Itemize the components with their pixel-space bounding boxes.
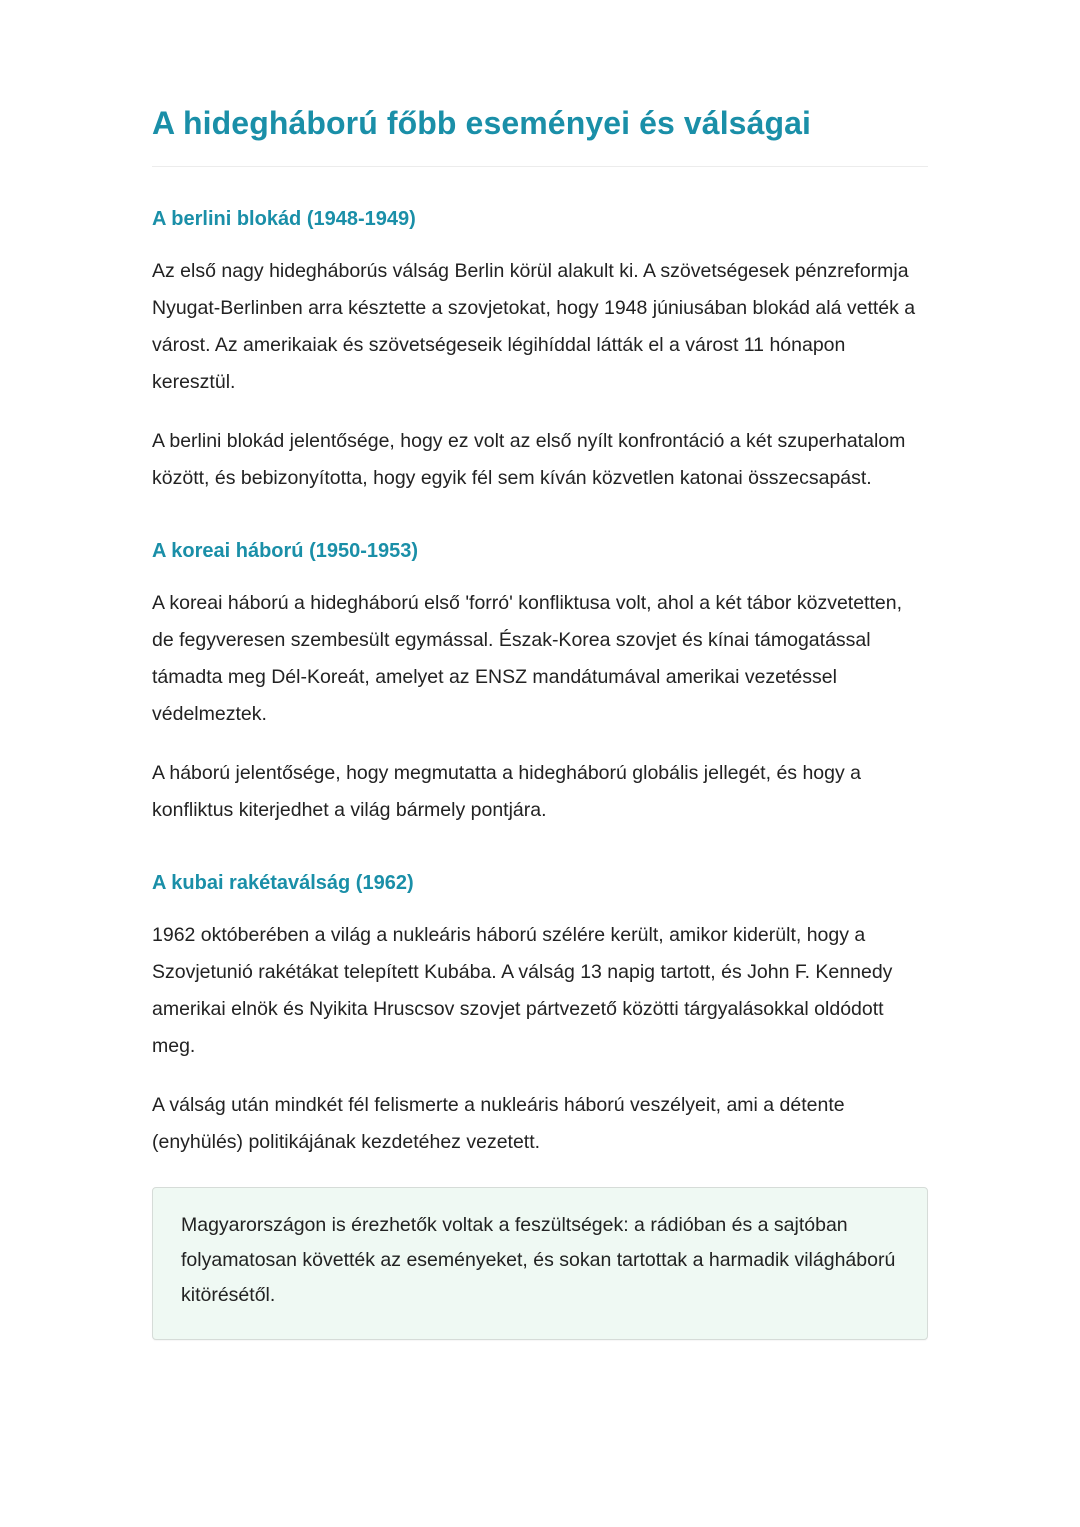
section-korean-war xyxy=(152,537,928,829)
callout-box xyxy=(152,1187,928,1340)
paragraph: 1962 októberében a világ a nukleáris háború szélére került, amikor kiderült, hogy a Szovjetunió rakétákat telepített Kubába. A válság 13 napig tartott, és John F. Kennedy amerikai elnök és Nyikita Hruscsov szovjet pártvezető közötti tárgyalásokkal oldódott meg. xyxy=(152,924,893,1057)
paragraph: A berlini blokád jelentősége, hogy ez volt az első nyílt konfrontáció a két szuperhatalom között, és bebizonyította, hogy egyik fél sem kíván közvetlen katonai összecsapást. xyxy=(152,430,906,489)
section-heading: A koreai háború (1950-1953) xyxy=(152,540,419,562)
section-berlin-blockade xyxy=(152,205,928,497)
section-heading: A kubai rakétaválság (1962) xyxy=(152,872,414,894)
paragraph: A válság után mindkét fél felismerte a nukleáris háború veszélyeit, ami a détente (enyhülés) politikájának kezdetéhez vezetett. xyxy=(152,1094,845,1153)
section-cuban-missile-crisis xyxy=(152,869,928,1161)
paragraph: Az első nagy hidegháborús válság Berlin körül alakult ki. A szövetségesek pénzreformja Nyugat-Berlinben arra késztette a szovjetokat, hogy 1948 júniusában blokád alá vették a várost. Az amerikaiak és szövetségeseik légihíddal látták el a várost 11 hónapon keresztül. xyxy=(152,260,916,393)
document-page xyxy=(152,100,928,1340)
callout-text: Magyarországon is érezhetők voltak a feszültségek: a rádióban és a sajtóban folyamatosan követték az eseményeket, és sokan tartottak a harmadik világháború kitörésétől. xyxy=(181,1214,896,1306)
paragraph: A koreai háború a hidegháború első 'forró' konfliktusa volt, ahol a két tábor közvetetten, de fegyveresen szembesült egymással. Észak-Korea szovjet és kínai támogatással támadta meg Dél-Koreát, amelyet az ENSZ mandátumával amerikai vezetéssel védelmeztek. xyxy=(152,592,902,725)
section-heading: A berlini blokád (1948-1949) xyxy=(152,208,416,230)
paragraph: A háború jelentősége, hogy megmutatta a hidegháború globális jellegét, és hogy a konfliktus kiterjedhet a világ bármely pontjára. xyxy=(152,762,861,821)
page-title: A hidegháború főbb eseményei és válságai xyxy=(152,100,928,167)
